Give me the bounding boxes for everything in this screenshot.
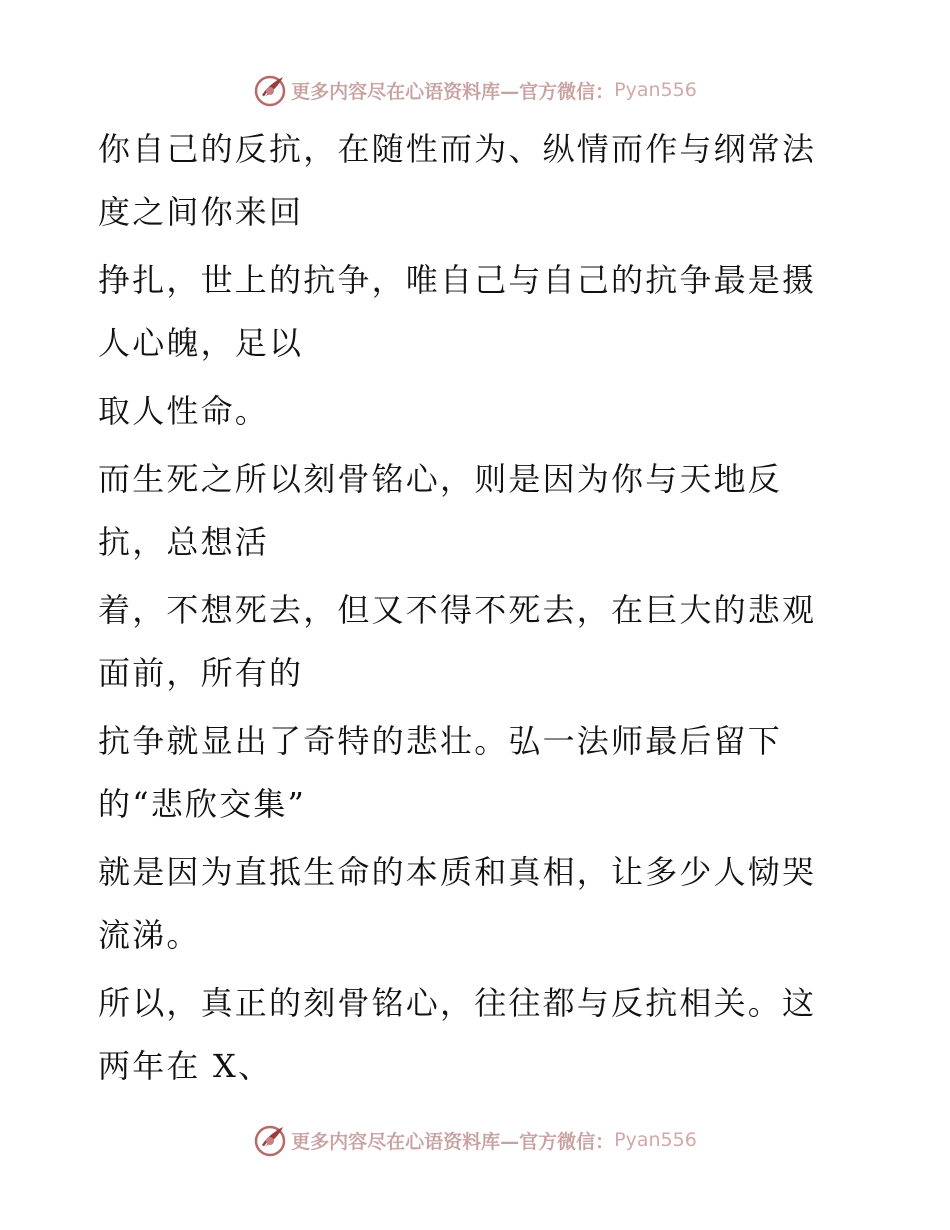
paragraph-3 (98, 380, 833, 443)
text-line: 人心魄，足以 (98, 324, 304, 362)
document-body (98, 118, 833, 1098)
watermark-text: 更多内容尽在心语资料库—官方微信： (291, 1130, 615, 1153)
text-line: 面前，所有的 (98, 654, 304, 692)
watermark-account: Pyan556 (614, 79, 697, 101)
paragraph-6 (98, 710, 833, 836)
paragraph-5 (98, 579, 833, 705)
quill-logo-icon (253, 73, 287, 107)
text-line: 挣扎，世上的抗争，唯自己与自己的抗争最是摄 (98, 261, 817, 299)
text-line: 你自己的反抗，在随性而为、纵情而作与纲常法 (98, 130, 817, 168)
text-line: 的“悲欣交集” (98, 785, 307, 823)
text-line: 度之间你来回 (98, 193, 304, 231)
paragraph-4 (98, 448, 833, 574)
text-line: 抗，总想活 (98, 523, 270, 561)
footer-watermark (0, 1120, 950, 1160)
text-line: 而生死之所以刻骨铭心，则是因为你与天地反 (98, 460, 783, 498)
text-line: 抗争就显出了奇特的悲壮。弘一法师最后留下 (98, 722, 783, 760)
paragraph-2 (98, 249, 833, 375)
text-line: 流涕。 (98, 916, 201, 954)
text-line: 就是因为直抵生命的本质和真相，让多少人恸哭 (98, 853, 817, 891)
paragraph-1 (98, 118, 833, 244)
text-line: 着，不想死去，但又不得不死去，在巨大的悲观 (98, 591, 817, 629)
watermark-text: 更多内容尽在心语资料库—官方微信： (291, 80, 615, 103)
paragraph-8 (98, 972, 833, 1098)
text-line: 所以，真正的刻骨铭心，往往都与反抗相关。这 (98, 984, 817, 1022)
watermark-account: Pyan556 (614, 1129, 697, 1151)
paragraph-7 (98, 841, 833, 967)
header-watermark (0, 70, 950, 110)
text-line: 取人性命。 (98, 392, 270, 430)
quill-logo-icon (253, 1123, 287, 1157)
text-line: 两年在 X、 (98, 1047, 273, 1085)
